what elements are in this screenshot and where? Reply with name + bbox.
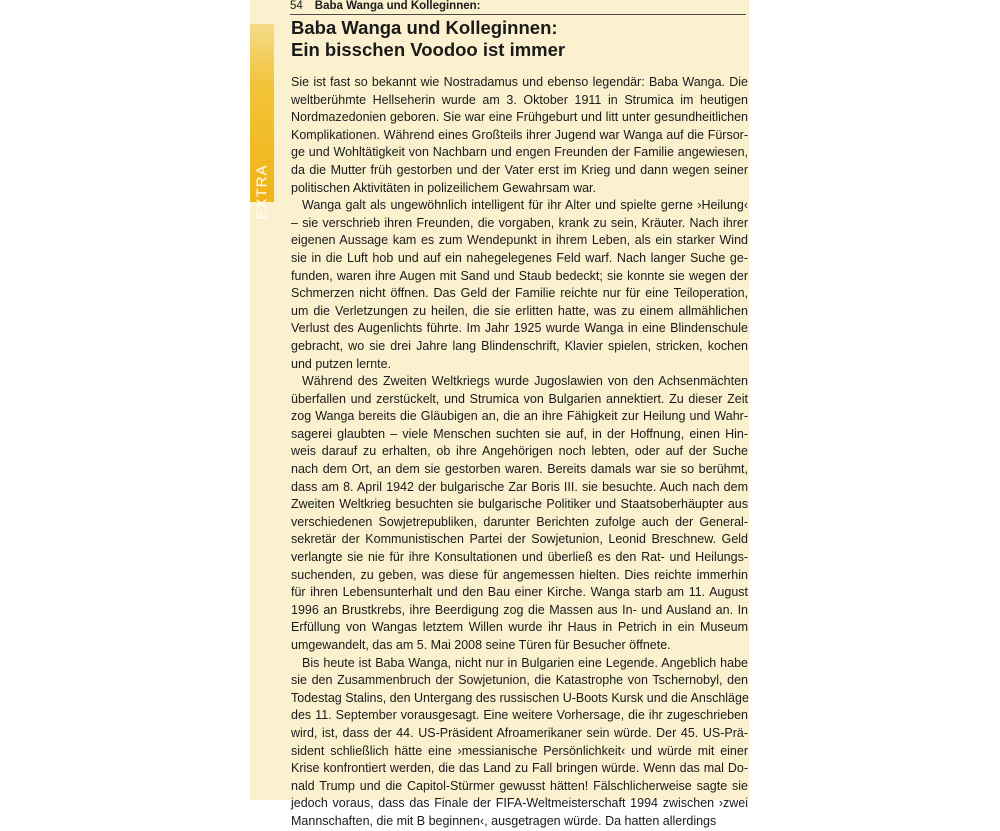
article-title [291,17,743,61]
text-line: sie in die Luft hob und auf ein nahegelegenes Feld warf. Nach langer Suche ge- [291,250,748,265]
text-line: 1996 an Brustkrebs, ihre Beerdigung zog die Massen aus In- und Ausland an. In [291,602,748,617]
text-line: dass am 8. April 1942 der bulgarische Zar Boris III. sie besuchte. Auch nach dem [291,479,748,494]
text-line: gebracht, wo sie drei Jahre lang Blindenschrift, Klavier spielen, stricken, kochen [291,338,748,353]
running-title: Baba Wanga und Kolleginnen: [314,0,481,12]
text-line: suchenden, zu geben, was diese für angemessen hielten. Dies reichte immerhin [291,567,748,582]
text-line: Mannschaften, die mit B beginnen‹, ausgetragen würde. Da hatten allerdings [291,813,717,828]
text-line: Sie ist fast so bekannt wie Nostradamus und ebenso legendär: Baba Wanga. Die [291,75,748,89]
text-line: wird, ist, dass der 44. US-Präsident Afroamerikaner sein würde. Der 45. US-Prä- [291,725,748,740]
text-line: verschiedenen Sowjetrepubliken, darunter Berichten zufolge auch der General- [291,514,748,529]
text-line: Nordmazedonien geboren. Sie war eine Frühgeburt und litt unter gesundheitlichen [291,110,748,125]
text-line: sagerei glaubten – viele Menschen suchten sie auf, in der Hoffnung, einen Hin- [291,426,748,441]
paragraph [291,74,748,197]
extra-tab-label: EXTRA [253,164,271,220]
text-line: nach dem Ort, an dem sie gestorben waren. Bereits damals war sie so berühmt, [291,462,748,477]
paragraph [291,197,748,373]
text-line: Krise konfrontiert werden, die das Land zu Fall bringen würde. Wenn das mal Do- [291,761,748,776]
text-line: sie den Zusammenbruch der Sowjetunion, die Katastrophe von Tschernobyl, den [291,673,748,688]
text-line: überfallen und zerstückelt, und Strumica von Bulgarien annektiert. Zu dieser Zeit [291,391,748,406]
paragraph [291,373,748,655]
text-line: und putzen lernte. [291,356,392,371]
text-line: weis darauf zu erhalten, ob ihre Angehörigen noch lebten, oder auf der Suche [291,444,748,459]
text-line: weltberühmte Hellseherin wurde am 3. Oktober 1911 in Strumica im heutigen [291,92,748,107]
text-line: Schmerzen nicht öffnen. Das Geld der Familie reichte nur für eine Teiloperation, [291,286,748,301]
text-line: Erfüllung von Wangas letztem Willen wurde ihr Haus in Petrich in ein Museum [291,620,748,635]
running-header [290,0,746,15]
article-body [291,74,748,831]
text-line: da die Mutter früh gestorben und der Vater erst im Krieg und dann wegen seiner [291,162,748,177]
article-title-line-2: Ein bisschen Voodoo ist immer [291,39,566,60]
text-line: Todestag Stalins, den Untergang des russischen U-Boots Kursk und die Anschläge [291,690,749,705]
text-line: für ihren Lebensunterhalt und den Bau einer Kirche. Wanga starb am 11. August [291,585,748,600]
paragraph [291,655,748,831]
text-line: Wanga galt als ungewöhnlich intelligent für ihr Alter und spielte gerne ›Heilung‹ [302,198,748,213]
text-line: funden, waren ihre Augen mit Sand und Staub bedeckt; sie konnte sie wegen der [291,268,748,283]
text-line: sekretär der Kommunistischen Partei der Sowjetunion, Leonid Breschnew. Geld [291,532,748,547]
extra-side-tab [250,24,274,220]
text-line: eigenen Aussage kam es zum Wendepunkt in ihrem Leben, als ein starker Wind [291,233,748,248]
text-line: nald Trump und die Capitol-Stürmer gewusst hätten! Fälschlicherweise sagte sie [291,778,748,793]
text-line: zog Wanga bereits die Gläubigen an, die an ihre Fähigkeit zur Heilung und Wahr- [291,409,748,424]
text-line: ge und Wohltätigkeit von Nachbarn und engen Freunden der Familie angewiesen, [291,145,748,160]
article-title-line-1: Baba Wanga und Kolleginnen: [291,17,558,38]
text-line: jedoch voraus, dass das Finale der FIFA-Weltmeisterschaft 1994 zwischen ›zwei [291,796,748,811]
text-line: sident schließlich hätte eine ›messianische Persönlichkeit‹ und würde mit einer [291,743,748,758]
page-number: 54 [290,0,303,12]
text-line: – sie verschrieb ihren Freunden, die vorgaben, krank zu sein, Kräuter. Nach ihrer [291,215,748,230]
text-line: Verlust des Augenlichts führte. Im Jahr 1925 wurde Wanga in eine Blindenschule [291,321,748,336]
text-line: verlangte sie nie für ihre Konsultationen und überließ es den Rat- und Heilungs- [291,550,748,565]
text-line: politischen Aktivitäten in polizeilichem Gewahrsam war. [291,180,596,195]
text-line: Während des Zweiten Weltkriegs wurde Jugoslawien von den Achsenmächten [302,374,748,389]
text-line: Zweiten Weltkrieg besuchten sie bulgarische Politiker und Staatsoberhäupter aus [291,497,748,512]
text-line: des 11. September vorausgesagt. Eine weitere Vorhersage, die ihr zugeschrieben [291,708,748,723]
text-line: um die Verletzungen zu heilen, die sie erlitten hatte, was zu einem allmählichen [291,303,748,318]
text-line: Komplikationen. Während eines Großteils ihrer Jugend war Wanga auf die Fürsor- [291,127,748,142]
text-line: Bis heute ist Baba Wanga, nicht nur in Bulgarien eine Legende. Angeblich habe [302,655,748,670]
text-line: umgewandelt, das am 5. Mai 2008 seine Türen für Besucher öffnete. [291,638,671,652]
book-page [250,0,749,828]
